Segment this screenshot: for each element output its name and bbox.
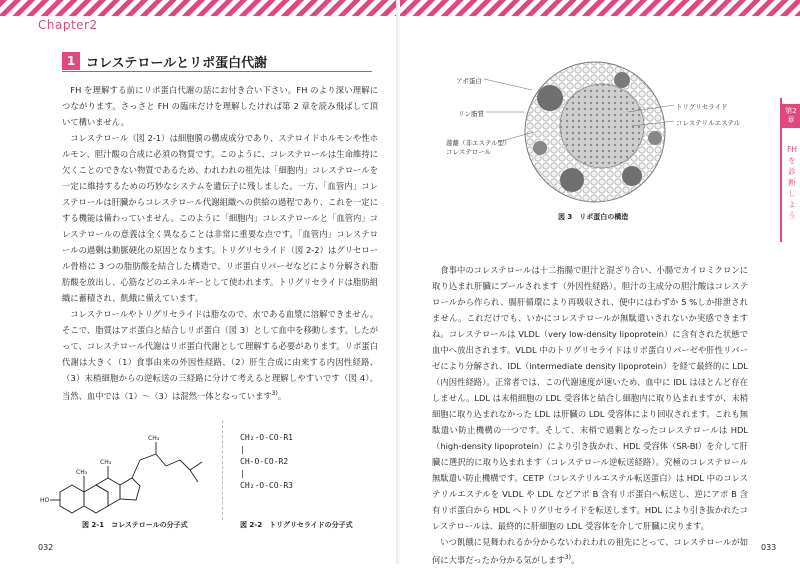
chem-label-ho: HO [40,497,50,504]
paragraph: コレステロール（図 2-1）は細胞膜の構成成分であり、ステロイドホルモンや性ホルモン、胆汁酸の合成に必須の物質です。このように、コレステロールは生命維持に欠くことのできない物質であるため、われわれの祖先は「細胞内」コレステロールを一定に維持するための巧妙なシステムを遺伝子に残しました。一方、「血管内」コレステロールは肝臓からコレステロール代謝組織への供給の過程であり、これを一定にする機能は備わっていません。このように「細胞内」コレステロールと「血管内」コレステロールの意義は全く異なることは非常に重要な点です。「血管内」コレステロールの過剰は動脈硬化の原因となります。トリグリセライド（図 2-2）はグリセロール骨格に 3 つの脂肪酸を結合した構造で、リポ蛋白リパーゼなどにより分解され脂肪酸を放出し、心筋などのエネルギーとして使われます。トリグリセライドは脂肪組織に蓄積され、飢餓に備えています。 [62,133,378,303]
reference-superscript: 3) [271,390,278,397]
reference-superscript: 3) [564,554,571,561]
section-number: 1 [62,52,80,70]
chem-label-ch3: CH₃ [100,459,112,466]
right-page [400,0,800,564]
figure-caption-cholesterol: 図 2-1 コレステロールの分子式 [82,521,188,529]
formula-line: CH₂-O-CO-R3 [240,481,293,490]
label-free-cholesterol: 遊離（非エステル型） コレステロール [446,139,511,156]
right-body-text [432,262,748,568]
label-cholesteryl-ester: コレステリルエステル [676,119,741,127]
chem-label-ch3: CH₃ [148,435,160,442]
figure-caption-lipoprotein: 図 3 リポ蛋白の構造 [558,213,629,221]
formula-line: CH₂-O-CO-R1 [240,433,293,442]
paragraph: コレステロールやトリグリセライドは脂なので、水である血漿に溶解できません。そこで、脂質はアポ蛋白と結合しリポ蛋白（図 3）として血中を移動します。したがって、コレステロール代謝はリポ蛋白代謝として理解する必要があります。リポ蛋白代謝は大きく（1）食事由来の外因性経路、（2）肝生合成に由来する内因性経路、（3）末梢細胞からの逆転送の三経路に分けて考えると理解しやすいです（図 4）。当然、血中では（1）〜（3）は混然一体となっています$^{3)}$。 [62,309,378,401]
chem-label-ch3: CH₃ [76,469,88,476]
section-title: コレステロールとリポ蛋白代謝 [86,55,268,71]
paragraph-text: コレステロールやトリグリセライドは脂なので、水である血漿に溶解できません。そこで、脂質はアポ蛋白と結合しリポ蛋白（図 3）として血中を移動します。したがって、コレステロール代謝はリポ蛋白代謝として理解する必要があります。リポ蛋白代謝は大きく（1）食事由来の外因性経路、（2）肝生合成に由来する内因性経路、（3）末梢細胞からの逆転送の三経路に分けて考えると理解しやすいです（図 4）。当然、血中では（1）〜（3）は混然一体となっています [62,309,378,401]
formula-line: CH-O-CO-R2 [240,457,289,466]
label-apoprotein: アポ蛋白 [456,77,482,85]
side-chapter-label: 第2章 [782,104,800,128]
page-number-left: 032 [38,543,54,552]
label-phospholipid: リン脂質 [458,110,484,118]
chapter-tag: Chapter2 [38,18,98,32]
paragraph: 食事中のコレステロールは十二指腸で胆汁と混ざり合い、小腸でカイロミクロンに取り込まれ肝臓にプールされます（外因性経路）。胆汁の主成分の胆汁酸はコレステロールから作られ、腸肝循環により再吸収され、便中にはわずか 5 %しか排泄されません。これだけでも、いかにコレステロールが無駄遣いされないか実感できますね。コレステロールは VLDL（very low-density lipoprotein）に含有された状態で血中へ放出されます。VLDL 中のトリグリセライドはリポ蛋白リパーゼや肝性リパーゼにより分解され、IDL（intermediate density lipoprotein）を経て最終的に LDL（内因性経路）。正常者では、この代謝速度が速いため、血中に IDL はほとんど存在しません。LDL は末梢細胞の LDL 受容体と結合し細胞内に取り込まれますが、末梢細胞に取り込まれなかった LDL は肝臓の LDL 受容体により回収されます。これも無駄遣い防止機構の一つです。そして、末梢で過剰となったコレステロールは HDL（high-density lipoprotein）により引き抜かれ、HDL 受容体（SR-BI）を介して肝臓に選択的に取り込まれます（コレステロール逆転送経路）。究極のコレステロール無駄遣い防止機構です。CETP（コレステリルエステル転送蛋白）は HDL 中のコレステリルエステルを VLDL や LDL などアポ B 含有リポ蛋白へ転送し、逆にアポ B 含有リポ蛋白から HDL へトリグリセライドを転送します。HDL により引き抜かれたコレステロールは、最終的に肝細胞の LDL 受容体を介して肝臓に戻ります。 [432,265,748,531]
top-stripe-left [0,0,396,16]
paragraph: いつ飢餓に見舞われるか分からないわれわれの祖先にとって、コレステロールが如何に大事だったか分かる気がします$^{3)}$。 [432,537,748,565]
section-heading [62,51,372,72]
label-leader-lines [400,0,800,220]
left-page [0,0,396,564]
formula-line: | [240,469,245,478]
formula-line: | [240,445,245,454]
paragraph: FH を理解する前にリポ蛋白代謝の話にお付き合い下さい。FH のより深い理解につながります。さっさと FH の臨床だけを理解したければ第 2 章を読み飛ばして頂いて構いません。 [62,85,378,127]
left-body-text [62,82,378,404]
label-triglyceride: トリグリセライド [676,103,728,111]
triglyceride-formula [240,432,293,492]
side-chapter-title: FHを診断しよう [787,145,797,220]
page-number-right: 033 [761,543,777,552]
paragraph-text: いつ飢餓に見舞われるか分からないわれわれの祖先にとって、コレステロールが如何に大事だったか分かる気がします [432,537,748,565]
cholesterol-structure [40,414,215,514]
figure-caption-triglyceride: 図 2-2 トリグリセライドの分子式 [240,521,353,529]
chapter-side-tab [780,98,800,242]
figure-divider [222,420,223,520]
